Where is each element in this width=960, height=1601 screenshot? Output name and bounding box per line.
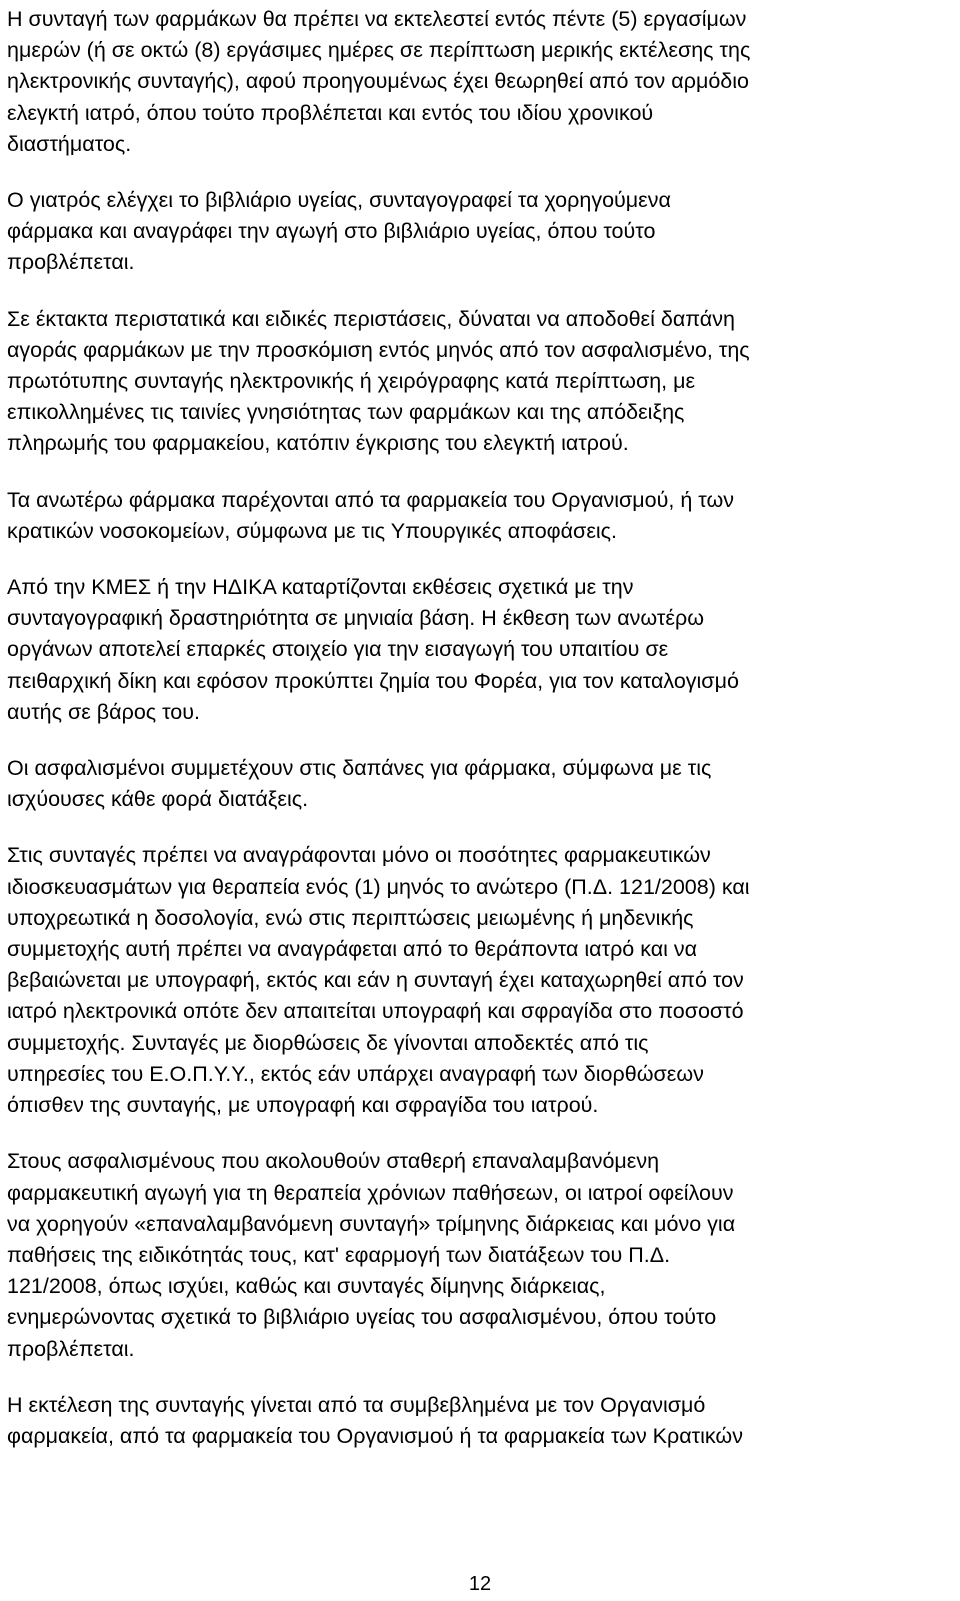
paragraph-participation: Οι ασφαλισμένοι συμμετέχουν στις δαπάνες για φάρμακα, σύμφωνα με τις ισχύουσες κάθε φορά διατάξεις.	[7, 756, 712, 812]
paragraph-reports: Από την ΚΜΕΣ ή την ΗΔΙΚΑ καταρτίζονται εκθέσεις σχετικά με την συνταγογραφική δραστηριότητα σε μηνιαία βάση. Η έκθεση των ανωτέρω οργάνων αποτελεί επαρκές στοιχείο για την εισαγωγή του υπαιτίου σε πειθαρχική δίκη και εφόσον προκύπτει ζημία του Φορέα, για τον καταλογισμό αυτής σε βάρος του.	[7, 575, 739, 724]
page-number: 12	[468, 1573, 492, 1595]
paragraph-doctor-checks: Ο γιατρός ελέγχει το βιβλιάριο υγείας, συνταγογραφεί τα χορηγούμενα φάρμακα και αναγράφει την αγωγή στο βιβλιάριο υγείας, όπου τούτο προβλέπεται.	[7, 188, 671, 275]
paragraph-repeat-prescription: Στους ασφαλισμένους που ακολουθούν σταθερή επαναλαμβανόμενη φαρμακευτική αγωγή για τη θεραπεία χρόνιων παθήσεων, οι ιατροί οφείλουν να χορηγούν «επαναλαμβανόμενη συνταγή» τρίμηνης διάρκειας και μόνο για παθήσεις της ειδικότητάς τους, κατ' εφαρμογή των διατάξεων του Π.Δ. 121/2008, όπως ισχύει, καθώς και συνταγές δίμηνης διάρκειας, ενημερώνοντας σχετικά το βιβλιάριο υγείας του ασφαλισμένου, όπου τούτο προβλέπεται.	[7, 1149, 736, 1361]
paragraph-pharmacies: Τα ανωτέρω φάρμακα παρέχονται από τα φαρμακεία του Οργανισμού, ή των κρατικών νοσοκομείων, σύμφωνα με τις Υπουργικές αποφάσεις.	[7, 487, 735, 543]
paragraph-emergency-cases: Σε έκτακτα περιστατικά και ειδικές περιστάσεις, δύναται να αποδοθεί δαπάνη αγοράς φαρμάκων με την προσκόμιση εντός μηνός από τον ασφαλισμένο, της πρωτότυπης συνταγής ηλεκτρονικής ή χειρόγραφης κατά περίπτωση, με επικολλημένες τις ταινίες γνησιότητας των φαρμάκων και της απόδειξης πληρωμής του φαρμακείου, κατόπιν έγκρισης του ελεγκτή ιατρού.	[7, 306, 750, 456]
paragraph-quantities: Στις συνταγές πρέπει να αναγράφονται μόνο οι ποσότητες φαρμακευτικών ιδιοσκευασμάτων για θεραπεία ενός (1) μηνός το ανώτερο (Π.Δ. 121/2008) και υποχρεωτικά η δοσολογία, ενώ στις περιπτώσεις μειωμένης ή μηδενικής συμμετοχής αυτή πρέπει να αναγράφεται από το θεράποντα ιατρό και να βεβαιώνεται με υπογραφή, εκτός και εάν η συνταγή έχει καταχωρηθεί από τον ιατρό ηλεκτρονικά οπότε δεν απαιτείται υπογραφή και σφραγίδα στο ποσοστό συμμετοχής. Συνταγές με διορθώσεις δε γίνονται αποδεκτές από τις υπηρεσίες του Ε.Ο.Π.Υ.Υ., εκτός εάν υπάρχει αναγραφή των διορθώσεων όπισθεν της συνταγής, με υπογραφή και σφραγίδα του ιατρού.	[7, 843, 750, 1118]
document-page	[7, 4, 950, 1477]
paragraph-execution: Η εκτέλεση της συνταγής γίνεται από τα συμβεβλημένα με τον Οργανισμό φαρμακεία, από τα φαρμακεία του Οργανισμού ή τα φαρμακεία των Κρατικών	[7, 1392, 743, 1448]
paragraph-prescription-deadline: Η συνταγή των φαρμάκων θα πρέπει να εκτελεστεί εντός πέντε (5) εργασίμων ημερών (ή σε οκτώ (8) εργάσιμες ημέρες σε περίπτωση μερικής εκτέλεσης της ηλεκτρονικής συνταγής), αφού προηγουμένως έχει θεωρηθεί από τον αρμόδιο ελεγκτή ιατρό, όπου τούτο προβλέπεται και εντός του ιδίου χρονικού διαστήματος.	[7, 7, 751, 156]
